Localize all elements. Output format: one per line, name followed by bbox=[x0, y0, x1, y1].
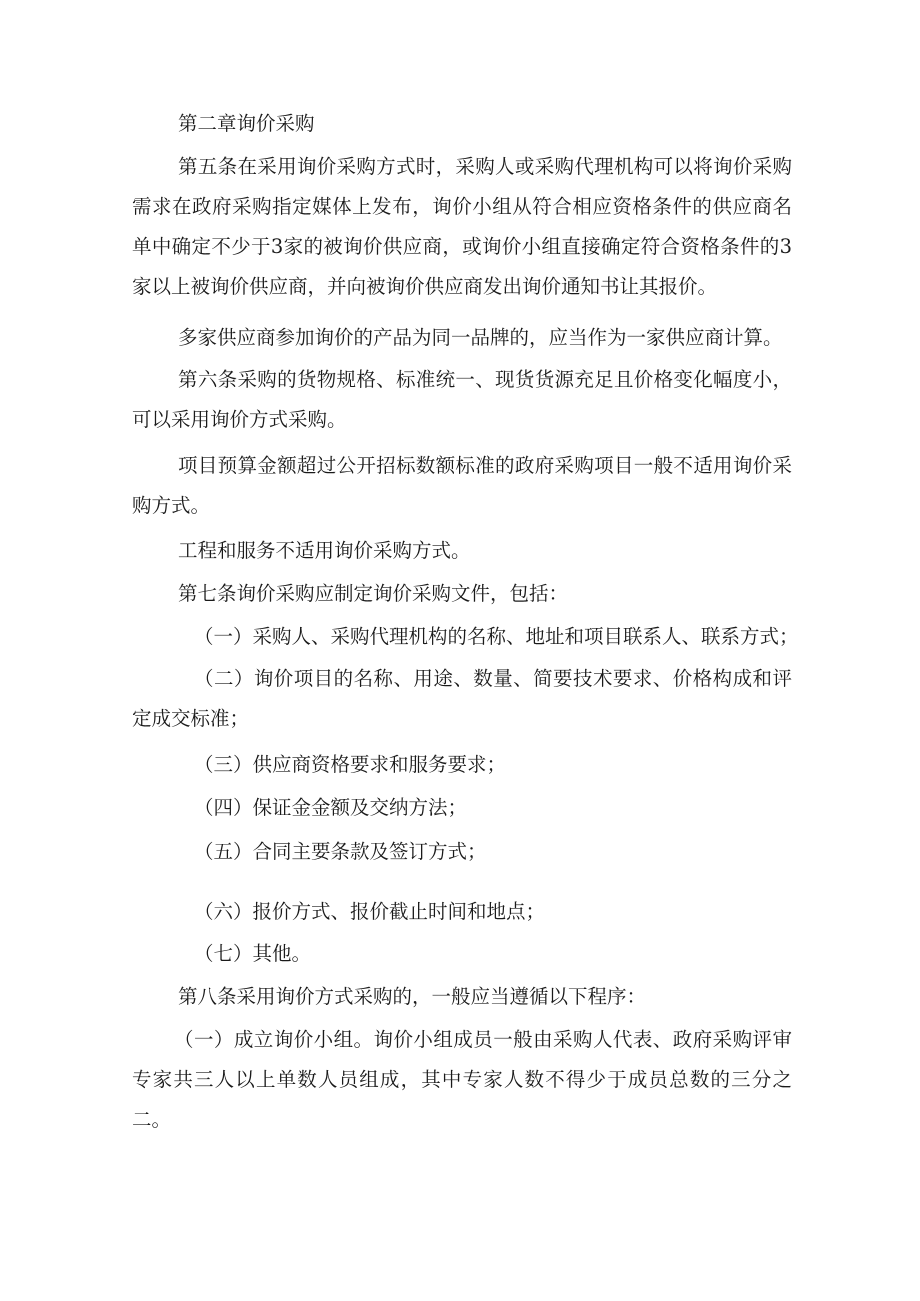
article-7-item-3: （三）供应商资格要求和服务要求； bbox=[194, 753, 507, 776]
article-8: 第八条采用询价方式采购的，一般应当遵循以下程序： bbox=[178, 985, 647, 1008]
article-7-item-5: （五）合同主要条款及签订方式； bbox=[194, 840, 487, 863]
article-7-item-2: （二）询价项目的名称、用途、数量、简要技术要求、价格构成和评定成交标准； bbox=[132, 667, 792, 730]
article-5: 第五条在采用询价采购方式时，采购人或采购代理机构可以将询价采购需求在政府采购指定媒体上发布，询价小组从符合相应资格条件的供应商名单中确定不少于3家的被询价供应商，或询价小组直接确定符合资格条件的3家以上被询价供应商，并向被询价供应商发出询价通知书让其报价。 bbox=[132, 155, 792, 298]
article-6-note-2: 工程和服务不适用询价采购方式。 bbox=[178, 539, 471, 562]
chapter-title: 第二章询价采购 bbox=[178, 112, 315, 135]
article-7-item-6: （六）报价方式、报价截止时间和地点； bbox=[194, 900, 546, 923]
article-6: 第六条采购的货物规格、标准统一、现货货源充足且价格变化幅度小，可以采用询价方式采购。 bbox=[132, 368, 792, 431]
article-7-item-1: （一）采购人、采购代理机构的名称、地址和项目联系人、联系方式； bbox=[194, 625, 799, 648]
article-5-note: 多家供应商参加询价的产品为同一品牌的，应当作为一家供应商计算。 bbox=[178, 326, 783, 349]
article-7: 第七条询价采购应制定询价采购文件，包括： bbox=[178, 582, 569, 605]
article-7-item-7: （七）其他。 bbox=[194, 942, 312, 965]
article-7-item-4: （四）保证金金额及交纳方法； bbox=[194, 796, 468, 819]
article-6-note-1: 项目预算金额超过公开招标数额标准的政府采购项目一般不适用询价采购方式。 bbox=[132, 454, 792, 517]
article-8-item-1: （一）成立询价小组。询价小组成员一般由采购人代表、政府采购评审专家共三人以上单数人员组成，其中专家人数不得少于成员总数的三分之二。 bbox=[132, 1028, 792, 1131]
